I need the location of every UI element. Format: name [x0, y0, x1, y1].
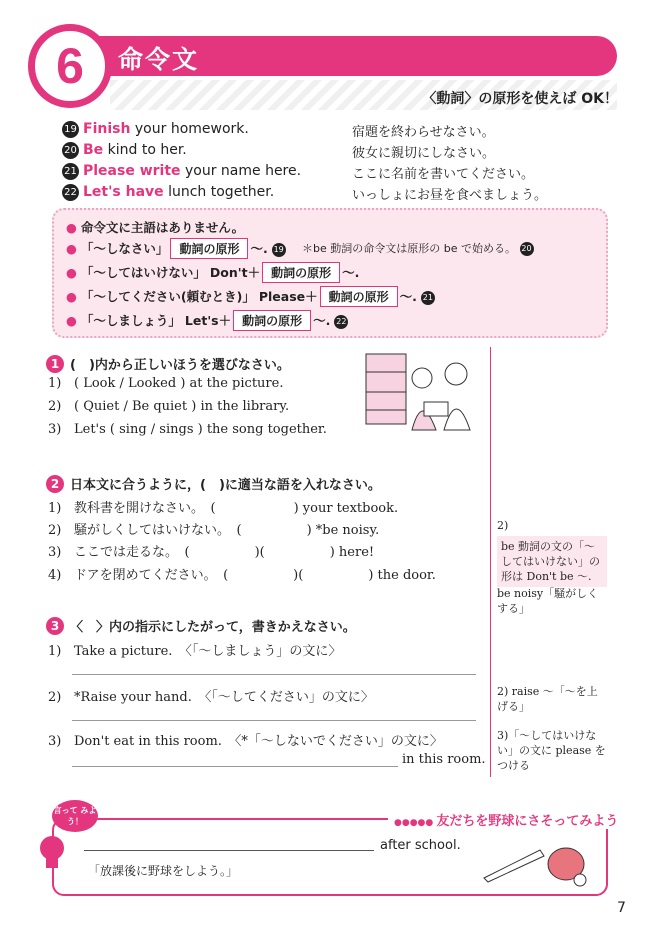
- library-illustration: [364, 352, 479, 432]
- speaking-jp: 「放課後に野球をしよう。」: [88, 864, 239, 878]
- s3-question-1: 1) Take a picture. 〈「～しましょう」の文に〉: [48, 644, 342, 659]
- side-note-dont-be: be 動詞の文の「～してはいけない」の形は Don't be ～.: [497, 536, 607, 587]
- example-20: 20 Be kind to her.: [62, 142, 187, 159]
- answer-line-1[interactable]: [72, 674, 476, 675]
- example-21: 21 Please write your name here.: [62, 163, 301, 180]
- example-21-jp: ここに名前を書いてください。: [352, 167, 535, 182]
- sidebar-divider: [490, 347, 491, 777]
- example-22: 22 Let's have lunch together.: [62, 184, 274, 201]
- s1-question-3: 3) Let's ( sing / sings ) the song together.: [48, 422, 327, 437]
- answer-line-2[interactable]: [72, 720, 476, 721]
- s3-question-3: 3) Don't eat in this room. 〈*「～しないでください」の文に〉: [48, 734, 443, 749]
- note-2: ● 「～しなさい」 動詞の原形 ～. 19: [66, 238, 286, 259]
- section-2-heading: 2 日本文に合うように，( )に適当な語を入れなさい。: [46, 474, 381, 493]
- s2-question-2: 2) 騒がしくしてはいけない。 ( ) *be noisy.: [48, 523, 380, 538]
- baseball-bat-glove-icon: [480, 838, 590, 888]
- speaking-title: ●●●●● 友だちを野球にさそってみよう: [388, 810, 624, 829]
- s1-question-2: 2) ( Quiet / Be quiet ) in the library.: [48, 399, 290, 414]
- s3-q3-end: in this room.: [402, 752, 486, 767]
- s2-question-1: 1) 教科書を開けなさい。 ( ) your textbook.: [48, 501, 399, 516]
- example-20-jp: 彼女に親切にしなさい。: [352, 146, 496, 161]
- side-note-be-noisy: be noisy「騒がしくする」: [497, 587, 599, 615]
- example-19-jp: 宿題を終わらせなさい。: [352, 125, 495, 140]
- speaker-head-icon: [38, 830, 70, 870]
- page-number: 7: [617, 900, 626, 916]
- s3-question-2: 2) *Raise your hand. 〈「～してください」の文に〉: [48, 690, 374, 705]
- note-3: ● 「～してはいけない」 Don't＋ 動詞の原形 ～.: [66, 262, 359, 283]
- example-19: 19 Finish your homework.: [62, 121, 249, 138]
- s1-question-1: 1) ( Look / Looked ) at the picture.: [48, 376, 284, 391]
- note-2-aside: ＊be 動詞の命令文は原形の be で始める。 20: [302, 242, 532, 255]
- note-1: ● 命令文に主語はありません。: [66, 220, 245, 235]
- speaking-answer-line[interactable]: [84, 850, 374, 851]
- answer-line-3[interactable]: [72, 766, 398, 767]
- speaking-end-text: after school.: [380, 838, 461, 853]
- side-note-raise: 2) raise ～「～を上げる」: [497, 685, 598, 713]
- page-title: 命令文: [118, 45, 200, 74]
- side-note-please: 3)「～してはいけない」の文に please をつける: [497, 729, 606, 772]
- note-4: ● 「～してください(頼むとき)」 Please＋ 動詞の原形 ～. 21: [66, 286, 435, 307]
- side-note-label: 2): [497, 519, 509, 532]
- s2-question-3: 3) ここでは走るな。 ( )( ) here!: [48, 545, 375, 560]
- page-subtitle: 〈動詞〉の原形を使えば OK！: [422, 91, 618, 107]
- example-22-jp: いっしょにお昼を食べましょう。: [352, 188, 548, 203]
- section-3-heading: 3 〈 〉内の指示にしたがって，書きかえなさい。: [46, 616, 356, 635]
- lesson-number: 6: [28, 24, 112, 108]
- speech-bubble: 言って みよう！: [52, 800, 98, 832]
- section-1-heading: 1 ( )内から正しいほうを選びなさい。: [46, 354, 290, 373]
- s2-question-4: 4) ドアを閉めてください。 ( )( ) the door.: [48, 568, 436, 583]
- note-5: ● 「～しましょう」 Let's＋ 動詞の原形 ～. 22: [66, 310, 348, 331]
